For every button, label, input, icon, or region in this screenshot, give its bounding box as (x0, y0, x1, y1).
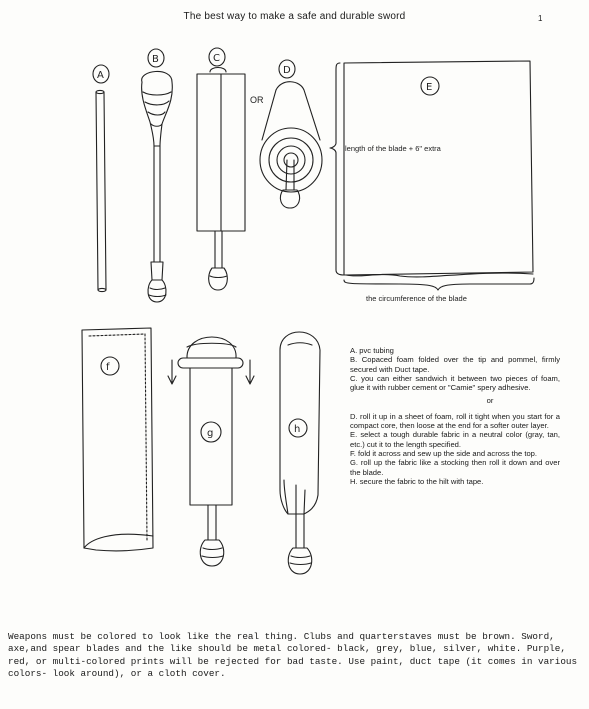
figure-label-e: E (426, 82, 433, 93)
instructions-list (350, 346, 560, 486)
color-rules-paragraph: Weapons must be colored to look like the real thing. Clubs and quarterstaves must be brown. Sword, axe,and spear blades and the like should be metal colored- black, grey, blue, silver, white. Purple, red, or multi-colored prints will be rejected for bad taste. Use paint, duct tape (it comes in various colors- look around), or a cloth cover. (8, 631, 583, 679)
figure-f-sewn-sleeve (82, 328, 153, 551)
step-b: B. Copaced foam folded over the tip and pommel, firmly secured with Duct tape. (350, 355, 560, 374)
step-h: H. secure the fabric to the hilt with tape. (350, 476, 484, 486)
or-separator: or (486, 396, 494, 406)
figure-a-pvc-tube (93, 65, 109, 292)
step-e: E. select a tough durable fabric in a neutral color (gray, tan, etc.) cut it to the length specified. (350, 430, 560, 449)
figure-label-f: f (106, 362, 110, 373)
figure-e-fabric-sheet (330, 61, 534, 290)
step-f: F. fold it across and sew up the side and across the top. (350, 448, 537, 458)
step-a: A. pvc tubing (350, 346, 394, 355)
figure-label-a: A (97, 70, 104, 81)
circumference-note: the circumference of the blade (366, 294, 467, 303)
step-c: C. you can either sandwich it between two pieces of foam, glue it with rubber cement or "Camie" spery adhesive. (350, 373, 560, 393)
blade-length-note: length of the blade + 6" extra (345, 144, 441, 153)
figure-c-sandwich-foam (197, 48, 245, 290)
figure-label-g: g (207, 428, 214, 439)
or-label: OR (250, 95, 264, 105)
step-d: D. roll it up in a sheet of foam, roll it tight when you start for a compact core, then loose at the end for a softer outer layer. (350, 411, 560, 431)
figure-label-b: B (152, 54, 159, 65)
figure-h-finished-sword (280, 332, 320, 574)
page-title: The best way to make a safe and durable sword (183, 11, 406, 22)
page-mark: 1 (538, 14, 543, 23)
figure-d-rolled-foam (260, 60, 322, 208)
figure-label-c: C (213, 53, 220, 64)
figure-b-taped-core (142, 49, 173, 302)
figure-label-d: D (283, 65, 291, 76)
figure-label-h: h (294, 424, 301, 435)
figure-g-stocking-roll (168, 337, 254, 566)
step-g: G. roll up the fabric like a stocking then roll it down and over the blade. (350, 458, 560, 477)
